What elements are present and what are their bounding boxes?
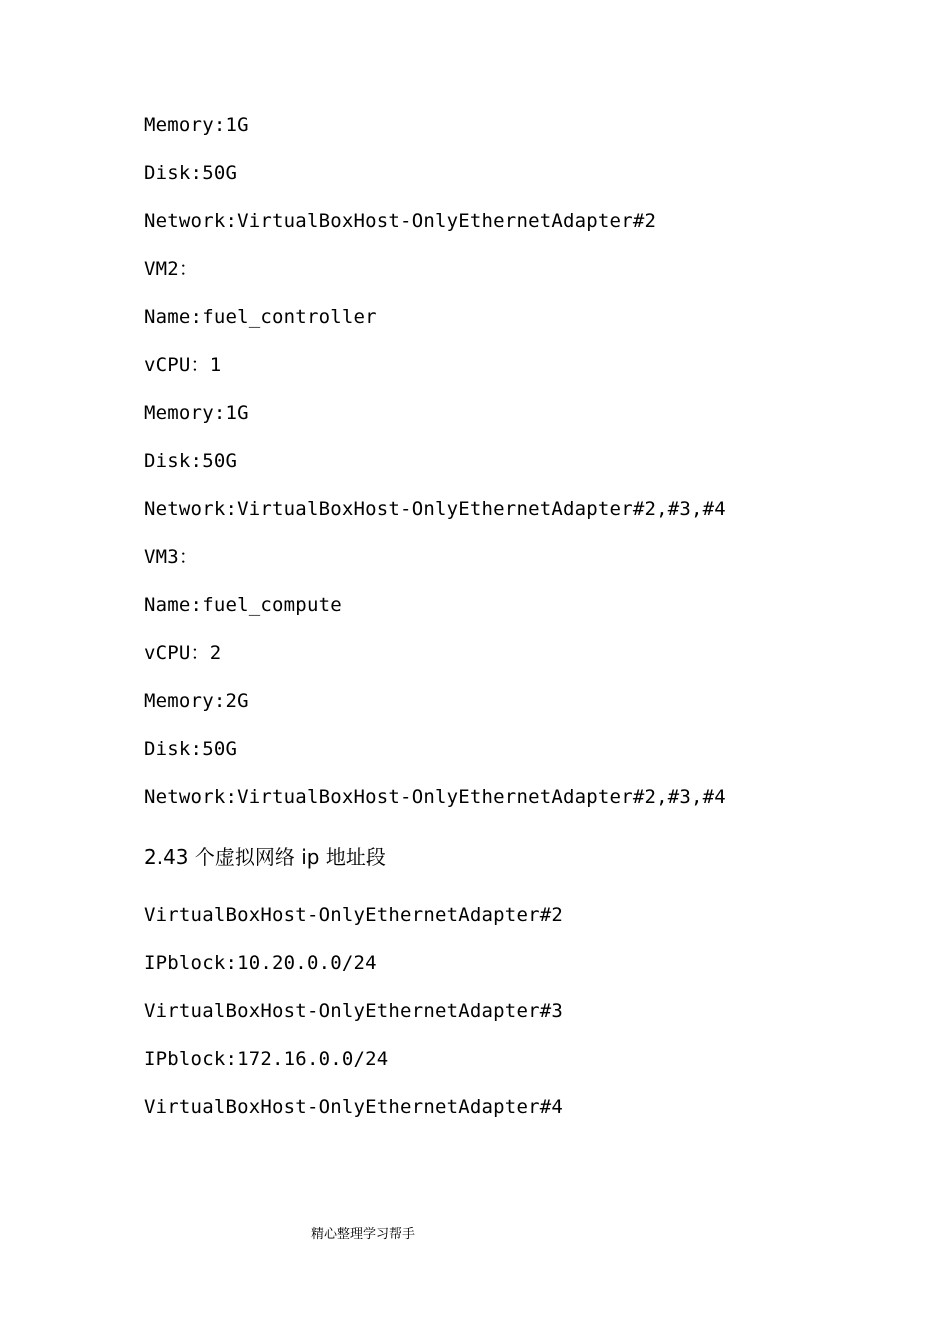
text-line: Memory:1G — [144, 402, 249, 424]
text-line: Disk:50G — [144, 162, 238, 184]
network-line: VirtualBoxHost-OnlyEthernetAdapter#3 — [144, 1000, 564, 1022]
network-line: VirtualBoxHost-OnlyEthernetAdapter#4 — [144, 1096, 564, 1118]
text-line: Memory:1G — [144, 114, 249, 136]
text-line: Name:fuel_controller — [144, 306, 377, 328]
page-footer: 精心整理学习帮手 — [311, 1227, 416, 1242]
text-line: Disk:50G — [144, 450, 238, 472]
text-line: Disk:50G — [144, 738, 238, 760]
text-line: vCPU：2 — [144, 642, 222, 664]
text-line: Network:VirtualBoxHost-OnlyEthernetAdapter#2,#3,#4 — [144, 498, 726, 520]
text-line: vCPU：1 — [144, 354, 222, 376]
text-line: Memory:2G — [144, 690, 249, 712]
network-line: VirtualBoxHost-OnlyEthernetAdapter#2 — [144, 904, 564, 926]
text-line: VM2： — [144, 258, 199, 280]
network-line: IPblock:172.16.0.0/24 — [144, 1048, 389, 1070]
text-line: VM3： — [144, 546, 199, 568]
section-heading: 2.43 个虚拟网络 ip 地址段 — [144, 845, 386, 869]
text-line: Network:VirtualBoxHost-OnlyEthernetAdapter#2,#3,#4 — [144, 786, 726, 808]
network-line: IPblock:10.20.0.0/24 — [144, 952, 377, 974]
text-line: Name:fuel_compute — [144, 594, 342, 616]
text-line: Network:VirtualBoxHost-OnlyEthernetAdapter#2 — [144, 210, 657, 232]
